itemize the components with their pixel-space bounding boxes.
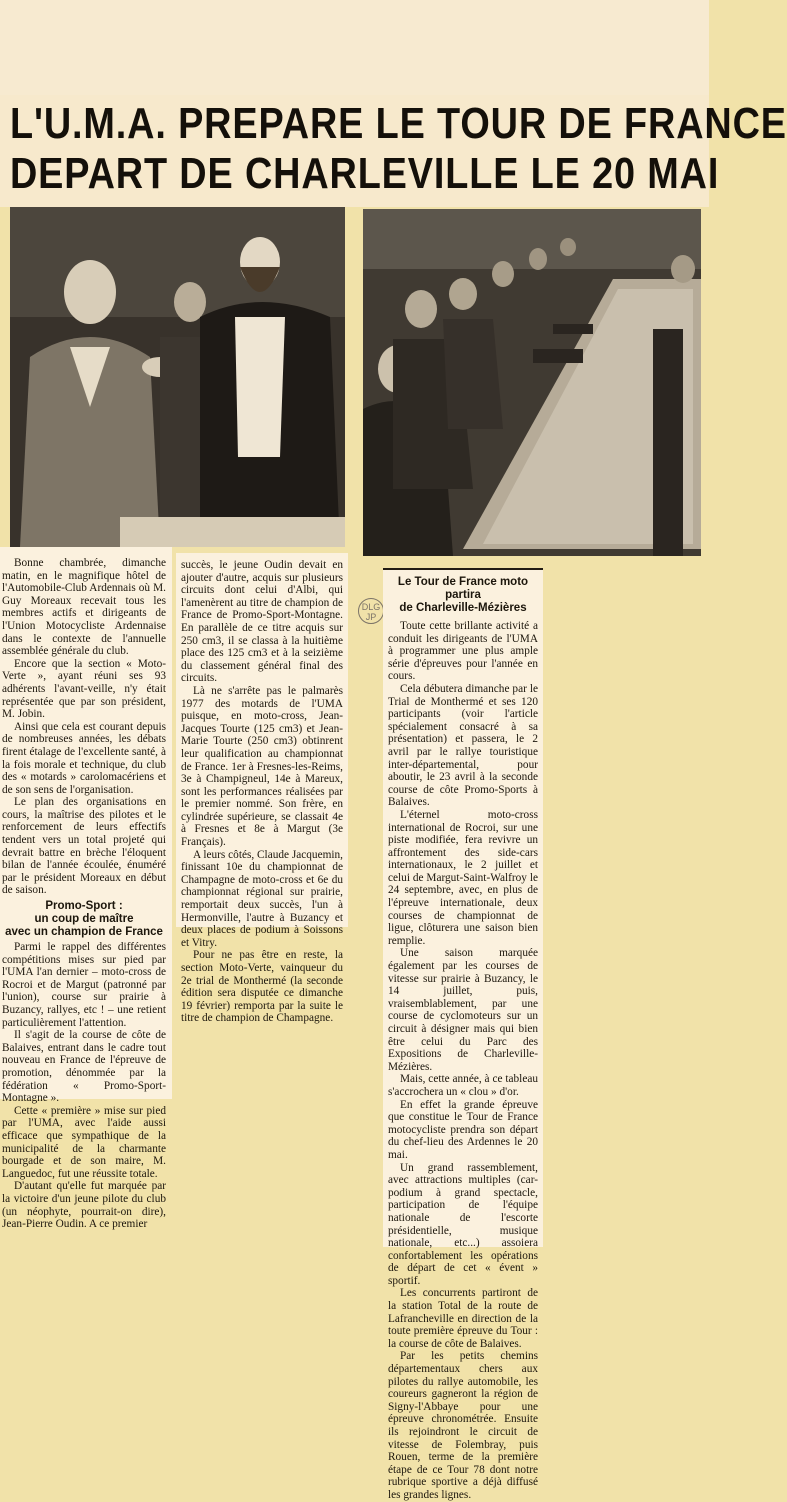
- headline-line-2: DEPART DE CHARLEVILLE LE 20 MAI: [10, 149, 720, 198]
- col1-paragraph: Le plan des organisations en cours, la maîtrise des pilotes et le renforcement de leurs effectifs tendent vers un total projeté qui devrait battre en brèche l'éloquent bilan de l'année écoulée, énuméré par le président Moreaux en début de saison.: [2, 796, 166, 897]
- photo-assembly-image: [363, 209, 701, 556]
- box-title-line: Le Tour de France moto: [397, 576, 529, 588]
- promo-sport-subhead: [2, 900, 166, 939]
- headline-line-1: L'U.M.A. PREPARE LE TOUR DE FRANCE: [10, 99, 787, 148]
- col3-paragraph: En effet la grande épreuve que constitue le Tour de France motocycliste prendra son départ du chef-lieu des Ardennes le 20 mai.: [388, 1098, 538, 1161]
- col3-paragraph: Toute cette brillante activité a conduit les dirigeants de l'UMA à programmer une plus ample série d'épreuves pour l'année en cours.: [388, 620, 538, 683]
- col3-paragraph: Un grand rassemblement, avec attractions multiples (car-podium à grand spectacle, participation de l'équipe nationale de l'escorte présidentielle, musique nationale, etc...) assoiera confortablement les opérations de départ de cet « évent » sportif.: [388, 1161, 538, 1287]
- dlg-jp-stamp: DLG JP: [358, 598, 384, 624]
- photo-toast: [10, 207, 345, 547]
- col3-paragraph: Une saison marquée également par les courses de vitesse sur prairie à Buzancy, le 14 juillet, puis, vraisemblablement, par une course de cyclomoteurs sur un circuit à désigner mais qui bien être celui du Parc des Expositions de Charleville-Mézières.: [388, 947, 538, 1073]
- col1-paragraph: Cette « première » mise sur pied par l'UMA, avec l'aide aussi efficace que sympathique de la municipalité de la charmante bourgade et de son maire, M. Languedoc, fut une réussite totale.: [2, 1104, 166, 1180]
- col1-paragraph: D'autant qu'elle fut marquée par la victoire d'un jeune pilote du club (un néophyte, pourrait-on dire), Jean-Pierre Oudin. A ce premier: [2, 1180, 166, 1231]
- col3-paragraph: Mais, cette année, à ce tableau s'accrochera un « clou » d'or.: [388, 1073, 538, 1098]
- photo-assembly: [363, 209, 701, 556]
- col1-paragraph: Encore que la section « Moto-Verte », ayant réuni ses 93 adhérents l'avant-veille, n'y était représentée que par son président, M. Jobin.: [2, 657, 166, 721]
- col2-paragraph: succès, le jeune Oudin devait en ajouter d'autre, acquis sur plusieurs circuits dont celui d'Albi, qui l'amenèrent au titre de champion de France de Promo-Sport-Montagne. En parallèle de ce titre acquis sur 250 cm3, il se classa à la huitième place des 125 cm3 et à la seizième du classement général final des circuits.: [181, 559, 343, 685]
- box-title-line: de Charleville-Mézières: [399, 602, 527, 614]
- col2-paragraph: Pour ne pas être en reste, la section Moto-Verte, vainqueur du 2e trial de Monthermé (la seconde édition sera disputée ce dimanche 19 février) remporta par la suite le titre de champion de Champagne.: [181, 949, 343, 1025]
- column-2-clipping: [176, 553, 348, 1025]
- col1-paragraph: Parmi le rappel des différentes compétitions mises sur pied par l'UMA l'an dernier – moto-cross de Rocroi et de Margut (patronné par l'union), course sur prairie à Buzancy, rallyes, etc ! – une retient particulièrement l'attention.: [2, 941, 166, 1029]
- col2-paragraph: Là ne s'arrête pas le palmarès 1977 des motards de l'UMA puisque, en moto-cross, Jean-Jacques Tourte (125 cm3) et Jean-Marie Tourte (250 cm3) obtinrent leur qualification au championnat de France. 1er à Fresnes-les-Reims, 3e à Champigneul, 14e à Mareux, sont les performances réalisées par le premier nommé. Son frère, en cylindrée supérieure, se classait 4e à Fresnes et 8e à Margut (3e Français).: [181, 684, 343, 849]
- col3-paragraph: Par les petits chemins départementaux chers aux pilotes du rallye automobile, les coureurs gagneront la région de Signy-l'Abbaye pour une épreuve chronométrée. Ensuite ils rejoindront le circuit de vitesse de Folembray, puis Rouen, terme de la première étape de ce Tour 78 dont notre rubrique sportive a déjà diffusé les grandes lignes.: [388, 1350, 538, 1501]
- headline-area: [0, 95, 787, 207]
- column-1-clipping: [0, 547, 172, 1231]
- subhead-line: un coup de maître: [34, 913, 134, 926]
- photo-toast-image: [10, 207, 345, 547]
- subhead-line: avec un champion de France: [5, 926, 163, 939]
- tour-de-france-box-title: [388, 576, 538, 615]
- subhead-line: Promo-Sport :: [45, 900, 123, 913]
- col1-paragraph: Il s'agit de la course de côte de Balaives, entrant dans le cadre tout nouveau en France de l'épreuve de promotion, dénommée par la fédération « Promo-Sport-Montagne ».: [2, 1029, 166, 1105]
- col3-paragraph: Les concurrents partiront de la station Total de la route de Lafrancheville en direction de la toute première épreuve du Tour : la course de côte de Balaives.: [388, 1287, 538, 1350]
- col2-paragraph: A leurs côtés, Claude Jacquemin, finissant 10e du championnat de Champagne de moto-cross et 6e du championnat régional sur prairie, remportait deux succès, l'un à Hermonville, l'autre à Buzancy et deux places de podium à Soissons et Vitry.: [181, 848, 343, 949]
- col1-paragraph: Ainsi que cela est courant depuis de nombreuses années, les débats firent étalage de l'excellente santé, à la fois morale et technique, du club des « motards » carolomacériens et de son sens de l'organisation.: [2, 720, 166, 796]
- col1-paragraph: Bonne chambrée, dimanche matin, en le magnifique hôtel de l'Automobile-Club Ardennais où M. Guy Moreaux recevait tous les membres actifs et dirigeants de l'Union Motocycliste Ardennaise dans le contexte de l'annuelle assemblée générale du club.: [2, 557, 166, 658]
- col3-paragraph: L'éternel moto-cross international de Rocroi, sur une piste modifiée, fera revivre un affrontement des side-cars internationaux, le 2 juillet et celui de Margut-Saint-Walfroy le 24 septembre, avec, en plus de l'épreuve internationale, deux courses de championnat de ligue, clôturera une saison bien remplie.: [388, 808, 538, 947]
- paper-background: [0, 0, 709, 95]
- col3-paragraph: Cela débutera dimanche par le Trial de Monthermé et ses 120 participants (voir l'article spécialement consacré à sa présentation) et passera, le 2 avril par le rallye touristique inter-départemental, pour aboutir, le 23 avril à la seconde course de côte Promo-Sports à Balaives.: [388, 682, 538, 809]
- box-title-line: partira: [445, 589, 481, 601]
- column-3-clipping: [383, 568, 543, 1501]
